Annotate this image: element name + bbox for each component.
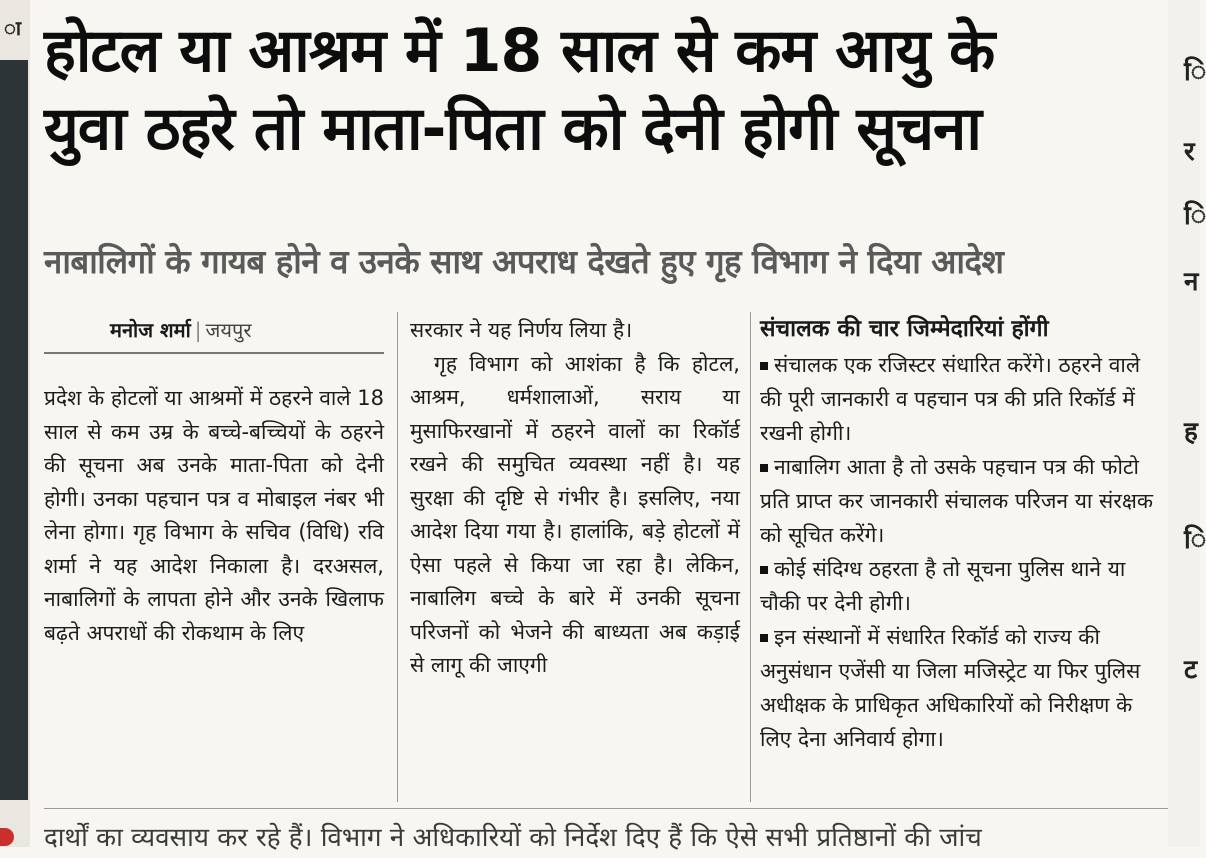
- byline: [110, 316, 252, 344]
- list-item-text: कोई संदिग्ध ठहरता है तो सूचना पुलिस थाने या चौकी पर देनी होगी।: [760, 557, 1126, 615]
- bullet-icon: [760, 362, 768, 370]
- column-divider: [397, 312, 398, 802]
- right-cut-text: ट: [1184, 655, 1198, 685]
- right-cut-text: ह: [1184, 417, 1198, 447]
- article-column-2: [410, 314, 740, 683]
- responsibilities-box: [760, 312, 1168, 756]
- list-item: [760, 348, 1168, 450]
- byline-separator: |: [194, 318, 202, 342]
- right-cut-text: ि: [1184, 201, 1206, 231]
- byline-rule: [44, 352, 384, 354]
- bullet-icon: [760, 634, 768, 642]
- right-cut-text: ि: [1184, 525, 1206, 555]
- column-1-paragraph: प्रदेश के होटलों या आश्रमों में ठहरने वाले 18 साल से कम उम्र के बच्चे-बच्चियों के ठहरने की सूचना अब उनके माता-पिता को देनी होगी। उनका पहचान पत्र व मोबाइल नंबर भी लेना होगा। गृह विभाग के सचिव (विधि) रवि शर्मा ने यह आदेश निकाला है। दरअसल, नाबालिगों के लापता होने और उनके खिलाफ बढ़ते अपराधों की रोकथाम के लिए: [44, 386, 384, 645]
- article-column-1: [44, 382, 384, 650]
- headline: [44, 12, 1174, 168]
- byline-city: जयपुर: [205, 318, 252, 342]
- headline-line-1: होटल या आश्रम में 18 साल से कम आयु के: [44, 16, 995, 86]
- list-item: [760, 450, 1168, 552]
- list-item: [760, 620, 1168, 756]
- column-2-paragraph: गृह विभाग को आशंका है कि होटल, आश्रम, धर्मशालाओं, सराय या मुसाफिरखानों में ठहरने वालों का रिकॉर्ड रखने की समुचित व्यवस्था नहीं है। यह सुरक्षा की दृष्टि से गंभीर है। इसलिए, नया आदेश दिया गया है। हालांकि, बड़े होटलों में ऐसा पहले से किया जा रहा है। लेकिन, नाबालिग बच्चे के बारे में उनकी सूचना परिजनों को भेजने की बाध्यता अब कड़ाई से लागू की जाएगी: [410, 351, 740, 677]
- list-item: [760, 552, 1168, 620]
- adjacent-page-edge: [0, 60, 28, 800]
- list-item-text: नाबालिग आता है तो उसके पहचान पत्र की फोटो प्रति प्राप्त कर जानकारी संचालक परिजन या संरक्षक को सूचित करेंगे।: [760, 455, 1154, 547]
- list-item-text: संचालक एक रजिस्टर संधारित करेंगे। ठहरने वाले की पूरी जानकारी व पहचान पत्र की प्रति रिकॉर्ड में रखनी होगी।: [760, 353, 1141, 445]
- left-cut-text: ा: [4, 16, 22, 40]
- list-item-text: इन संस्थानों में संधारित रिकॉर्ड को राज्य की अनुसंधान एजेंसी या जिला मजिस्ट्रेट या फिर पुलिस अधीक्षक के प्राधिकृत अधिकारियों को निरीक्षण के लिए देना अनिवार्य होगा।: [760, 625, 1141, 751]
- bottom-rule: [44, 808, 1168, 809]
- headline-line-2: युवा ठहरे तो माता-पिता को देनी होगी सूचना: [44, 94, 981, 164]
- column-2-continuation: सरकार ने यह निर्णय लिया है।: [410, 318, 633, 342]
- responsibilities-list: [760, 348, 1168, 756]
- subheadline: नाबालिगों के गायब होने व उनके साथ अपराध देखते हुए गृह विभाग ने दिया आदेश: [44, 242, 1004, 281]
- right-cut-text: र: [1184, 137, 1195, 167]
- next-article-cut-text: दार्थों का व्यवसाय कर रहे हैं। विभाग ने अधिकारियों को निर्देश दिए हैं कि ऐसे सभी प्रतिष्ठानों की जांच: [44, 823, 982, 853]
- bullet-icon: [760, 464, 768, 472]
- byline-author: मनोज शर्मा: [110, 318, 191, 342]
- column-divider: [750, 312, 751, 802]
- right-cut-text: ि: [1184, 57, 1206, 87]
- bullet-icon: [760, 566, 768, 574]
- responsibilities-title: संचालक की चार जिम्मेदारियां होंगी: [760, 316, 1049, 342]
- right-cut-text: न: [1184, 267, 1199, 297]
